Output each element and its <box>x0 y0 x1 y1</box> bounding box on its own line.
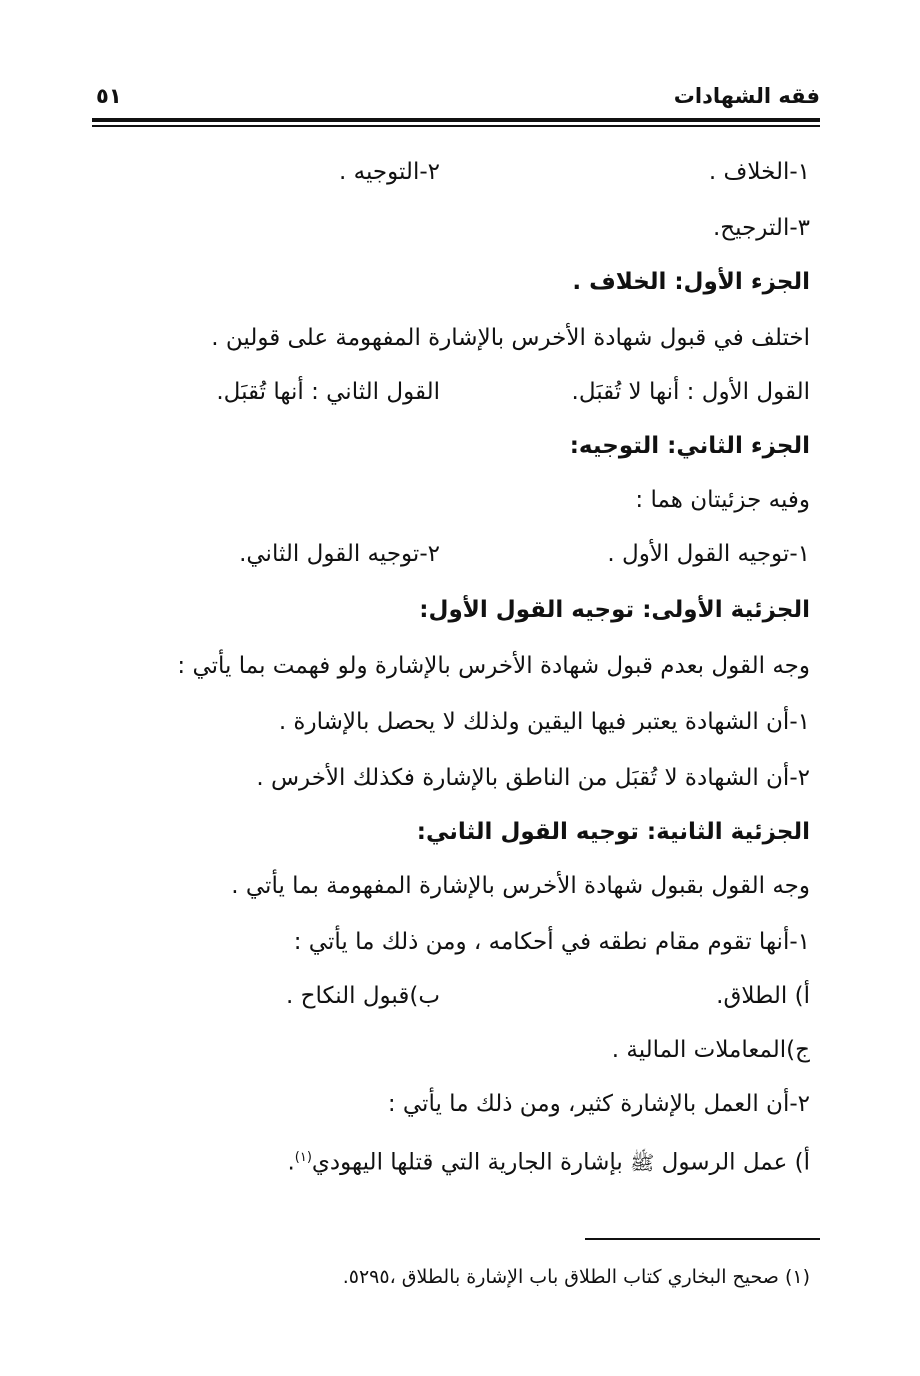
examples-line <box>150 976 810 1016</box>
outline-line-1 <box>150 152 810 192</box>
part-justify-first: ١-توجيه القول الأول . <box>607 541 810 567</box>
example-divorce: أ) الطلاق. <box>716 983 810 1009</box>
example-marriage: ب)قبول النكاح . <box>286 983 440 1009</box>
book-title: فقه الشهادات <box>673 84 820 108</box>
running-head <box>92 84 820 114</box>
heading-part-one: الجزء الأول: الخلاف . <box>572 269 810 295</box>
second-view-reason-2: ٢-أن العمل بالإشارة كثير، ومن ذلك ما يأتي : <box>387 1091 810 1117</box>
part-justify-second: ٢-توجيه القول الثاني. <box>239 541 440 567</box>
second-opinion: القول الثاني : أنها تُقبَل. <box>216 379 440 405</box>
footnote-1: (١) صحيح البخاري كتاب الطلاق باب الإشارة بالطلاق ،٥٢٩٥. <box>342 1266 810 1288</box>
heading-first-part: الجزئية الأولى: توجيه القول الأول: <box>419 597 810 623</box>
page-number: ٥١ <box>96 84 122 108</box>
heading-part-two: الجزء الثاني: التوجيه: <box>569 433 810 459</box>
paragraph-two-parts: وفيه جزئيتان هما : <box>635 487 810 513</box>
heading-second-part: الجزئية الثانية: توجيه القول الثاني: <box>416 819 810 845</box>
example-prophet-text: أ) عمل الرسول <box>661 1149 810 1176</box>
outline-item-justification: ٢-التوجيه . <box>339 159 440 185</box>
first-view-reason-1: ١-أن الشهادة يعتبر فيها اليقين ولذلك لا يحصل بالإشارة . <box>278 709 810 735</box>
paragraph-first-view: وجه القول بعدم قبول شهادة الأخرس بالإشارة ولو فهمت بما يأتي : <box>177 653 810 679</box>
example-financial: ج)المعاملات المالية . <box>611 1037 810 1063</box>
second-view-reason-1: ١-أنها تقوم مقام نطقه في أحكامه ، ومن ذلك ما يأتي : <box>293 929 810 955</box>
first-opinion: القول الأول : أنها لا تُقبَل. <box>571 379 810 405</box>
outline-item-disagreement: ١-الخلاف . <box>708 159 810 185</box>
opinions-line <box>150 372 810 412</box>
first-view-reason-2: ٢-أن الشهادة لا تُقبَل من الناطق بالإشارة فكذلك الأخرس . <box>256 765 810 791</box>
sentence-end: . <box>287 1149 295 1176</box>
header-rule-thin <box>92 125 820 127</box>
footnote-marker: (١) <box>294 1150 312 1165</box>
example-prophet-text-cont: بإشارة الجارية التي قتلها اليهودي <box>311 1149 623 1176</box>
honorific-glyph: ﷺ <box>630 1150 655 1175</box>
example-prophet-action <box>150 1138 810 1178</box>
paragraph-second-view: وجه القول بقبول شهادة الأخرس بالإشارة المفهومة بما يأتي . <box>231 873 810 899</box>
outline-item-preference: ٣-الترجيح. <box>712 215 810 241</box>
parts-line <box>150 534 810 574</box>
footnote-separator <box>585 1238 820 1240</box>
paragraph-disagreement: اختلف في قبول شهادة الأخرس بالإشارة المفهومة على قولين . <box>211 325 810 351</box>
header-rule-thick <box>92 118 820 122</box>
